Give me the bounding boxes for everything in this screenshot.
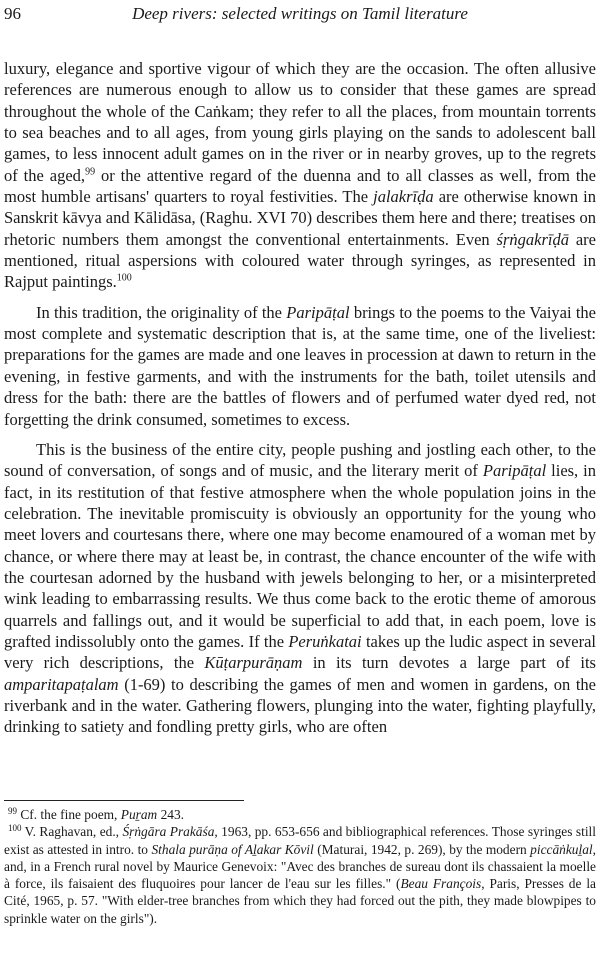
footnote-italic: Śṛṅgāra Prakāśa [122, 824, 215, 840]
page-number: 96 [4, 4, 21, 23]
footnote-mark: 99 [8, 805, 17, 816]
footnote-italic: piccāṅkuḻal [530, 841, 593, 857]
footnote-ref: 100 [116, 272, 132, 284]
text-segment: In this tradition, the originality of the [36, 302, 287, 322]
body-text [4, 58, 596, 738]
text-segment: are mentioned, ritual aspersions with coloured water through syringes, as represented in Rajput paintings. [4, 229, 596, 292]
text-segment: This is the business of the entire city, people pushing and jostling each other, to the sound of conversation, of songs and of music, and the literary merit of [4, 439, 596, 481]
paragraph [4, 439, 596, 738]
text-italic: amparitapaṭalam [4, 674, 119, 694]
footnote-segment: , 1963, pp. 653-656 and bibliographical references. Those syringes still exist as attested in intro. to [4, 824, 596, 857]
text-italic: Paripāṭal [482, 461, 547, 481]
text-segment: or the attentive regard of the duenna and to all classes as well, from the most humble artisans' quarters to royal festivities. The [4, 165, 596, 207]
footnote-ref: 99 [85, 166, 96, 178]
footnote-italic: Puṟam [120, 807, 158, 822]
footnote-segment: Cf. the fine poem, [17, 807, 121, 822]
text-segment: lies, in fact, in its restitution of that festive atmosphere when the whole population joins in the celebration. The inevitable promiscuity is obviously an opportunity for the young who meet lovers and courtesans there, where one may become enamoured of a woman met by chance, or where there may at least be, in contrast, the chance encounter of the wife with the courtesan adorned by the husband with jewels belonging to her, or a misinterpreted wink leading to embarrassing results. We thus come back to the erotic theme of amorous quarrels and fallings out, and it would be superficial to add that, in each poem, love is grafted indissolubly onto the games. If the [4, 461, 596, 651]
text-italic: śṛṅgakrīḍā [496, 229, 569, 249]
footnotes [4, 806, 596, 927]
footnote-segment: , Paris, Presses de la Cité, 1965, p. 57. "With elder-tree branches from which they had forced out the pith, they made blowpipes to sprinkle water on the girls"). [4, 876, 596, 926]
footnote-italic: Sthala purāṇa of Aḻakar Kōvil [151, 841, 314, 857]
footnote-segment: V. Raghavan, ed., [21, 824, 123, 840]
text-italic: Kūṭarpurāṇam [204, 653, 303, 673]
paragraph [4, 302, 596, 430]
text-italic: jalakrīḍa [373, 187, 434, 207]
text-segment: takes up the ludic aspect in several very rich descriptions, the [4, 631, 596, 673]
footnote-segment: , and, in a French rural novel by Maurice Genevoix: "Avec des branches de sureau dont ils chassaient la moelle à force, ils faisaient des fluquoires pour lancer de l'eau sur les filles." ( [4, 841, 596, 892]
footnote-mark: 100 [8, 822, 22, 833]
footnote [4, 806, 596, 823]
text-segment: are otherwise known in Sanskrit kāvya and Kālidāsa, (Raghu. XVI 70) describes them here and there; treatises on rhetoric numbers them amongst the conventional entertainments. Even [4, 187, 596, 249]
footnote-segment: 243. [157, 807, 184, 822]
footnote-segment: (Maturai, 1942, p. 269), by the modern [313, 841, 531, 857]
text-segment: in its turn devotes a large part of its [302, 653, 596, 673]
footnote-italic: Beau François [400, 876, 482, 892]
footnote [4, 823, 596, 927]
text-italic: Paripāṭal [286, 302, 350, 322]
text-segment: (1-69) to describing the games of men and women in gardens, on the riverbank and in the water. Gathering flowers, plunging into the water, fighting playfully, drinking to satiety and fondling pretty girls, who are often [4, 674, 596, 737]
text-segment: brings to the poems to the Vaiyai the most complete and systematic description that is, at the same time, one of the liveliest: preparations for the games are made and one leaves in procession at dawn to return in the evening, in festive garments, and with the instruments for the bath, toilet utensils and dress for the bath: there are the battles of flowers and of perfumed water dyed red, not forgetting the drink consumed, sometimes to excess. [4, 302, 596, 429]
page-header [4, 2, 596, 26]
paragraph [4, 58, 596, 293]
text-segment: luxury, elegance and sportive vigour of which they are the occasion. The often allusive references are numerous enough to allow us to consider that these games are spread throughout the whole of the Caṅkam; they refer to all the places, from mountain torrents to sea beaches and to all ages, from young girls playing on the sands to adolescent ball games, to less innocent adult games on in the river or in nearby groves, up to the regrets of the aged, [4, 59, 596, 185]
footnote-separator [4, 800, 244, 801]
text-italic: Peruṅkatai [288, 631, 362, 651]
running-title: Deep rivers: selected writings on Tamil literature [132, 4, 468, 23]
